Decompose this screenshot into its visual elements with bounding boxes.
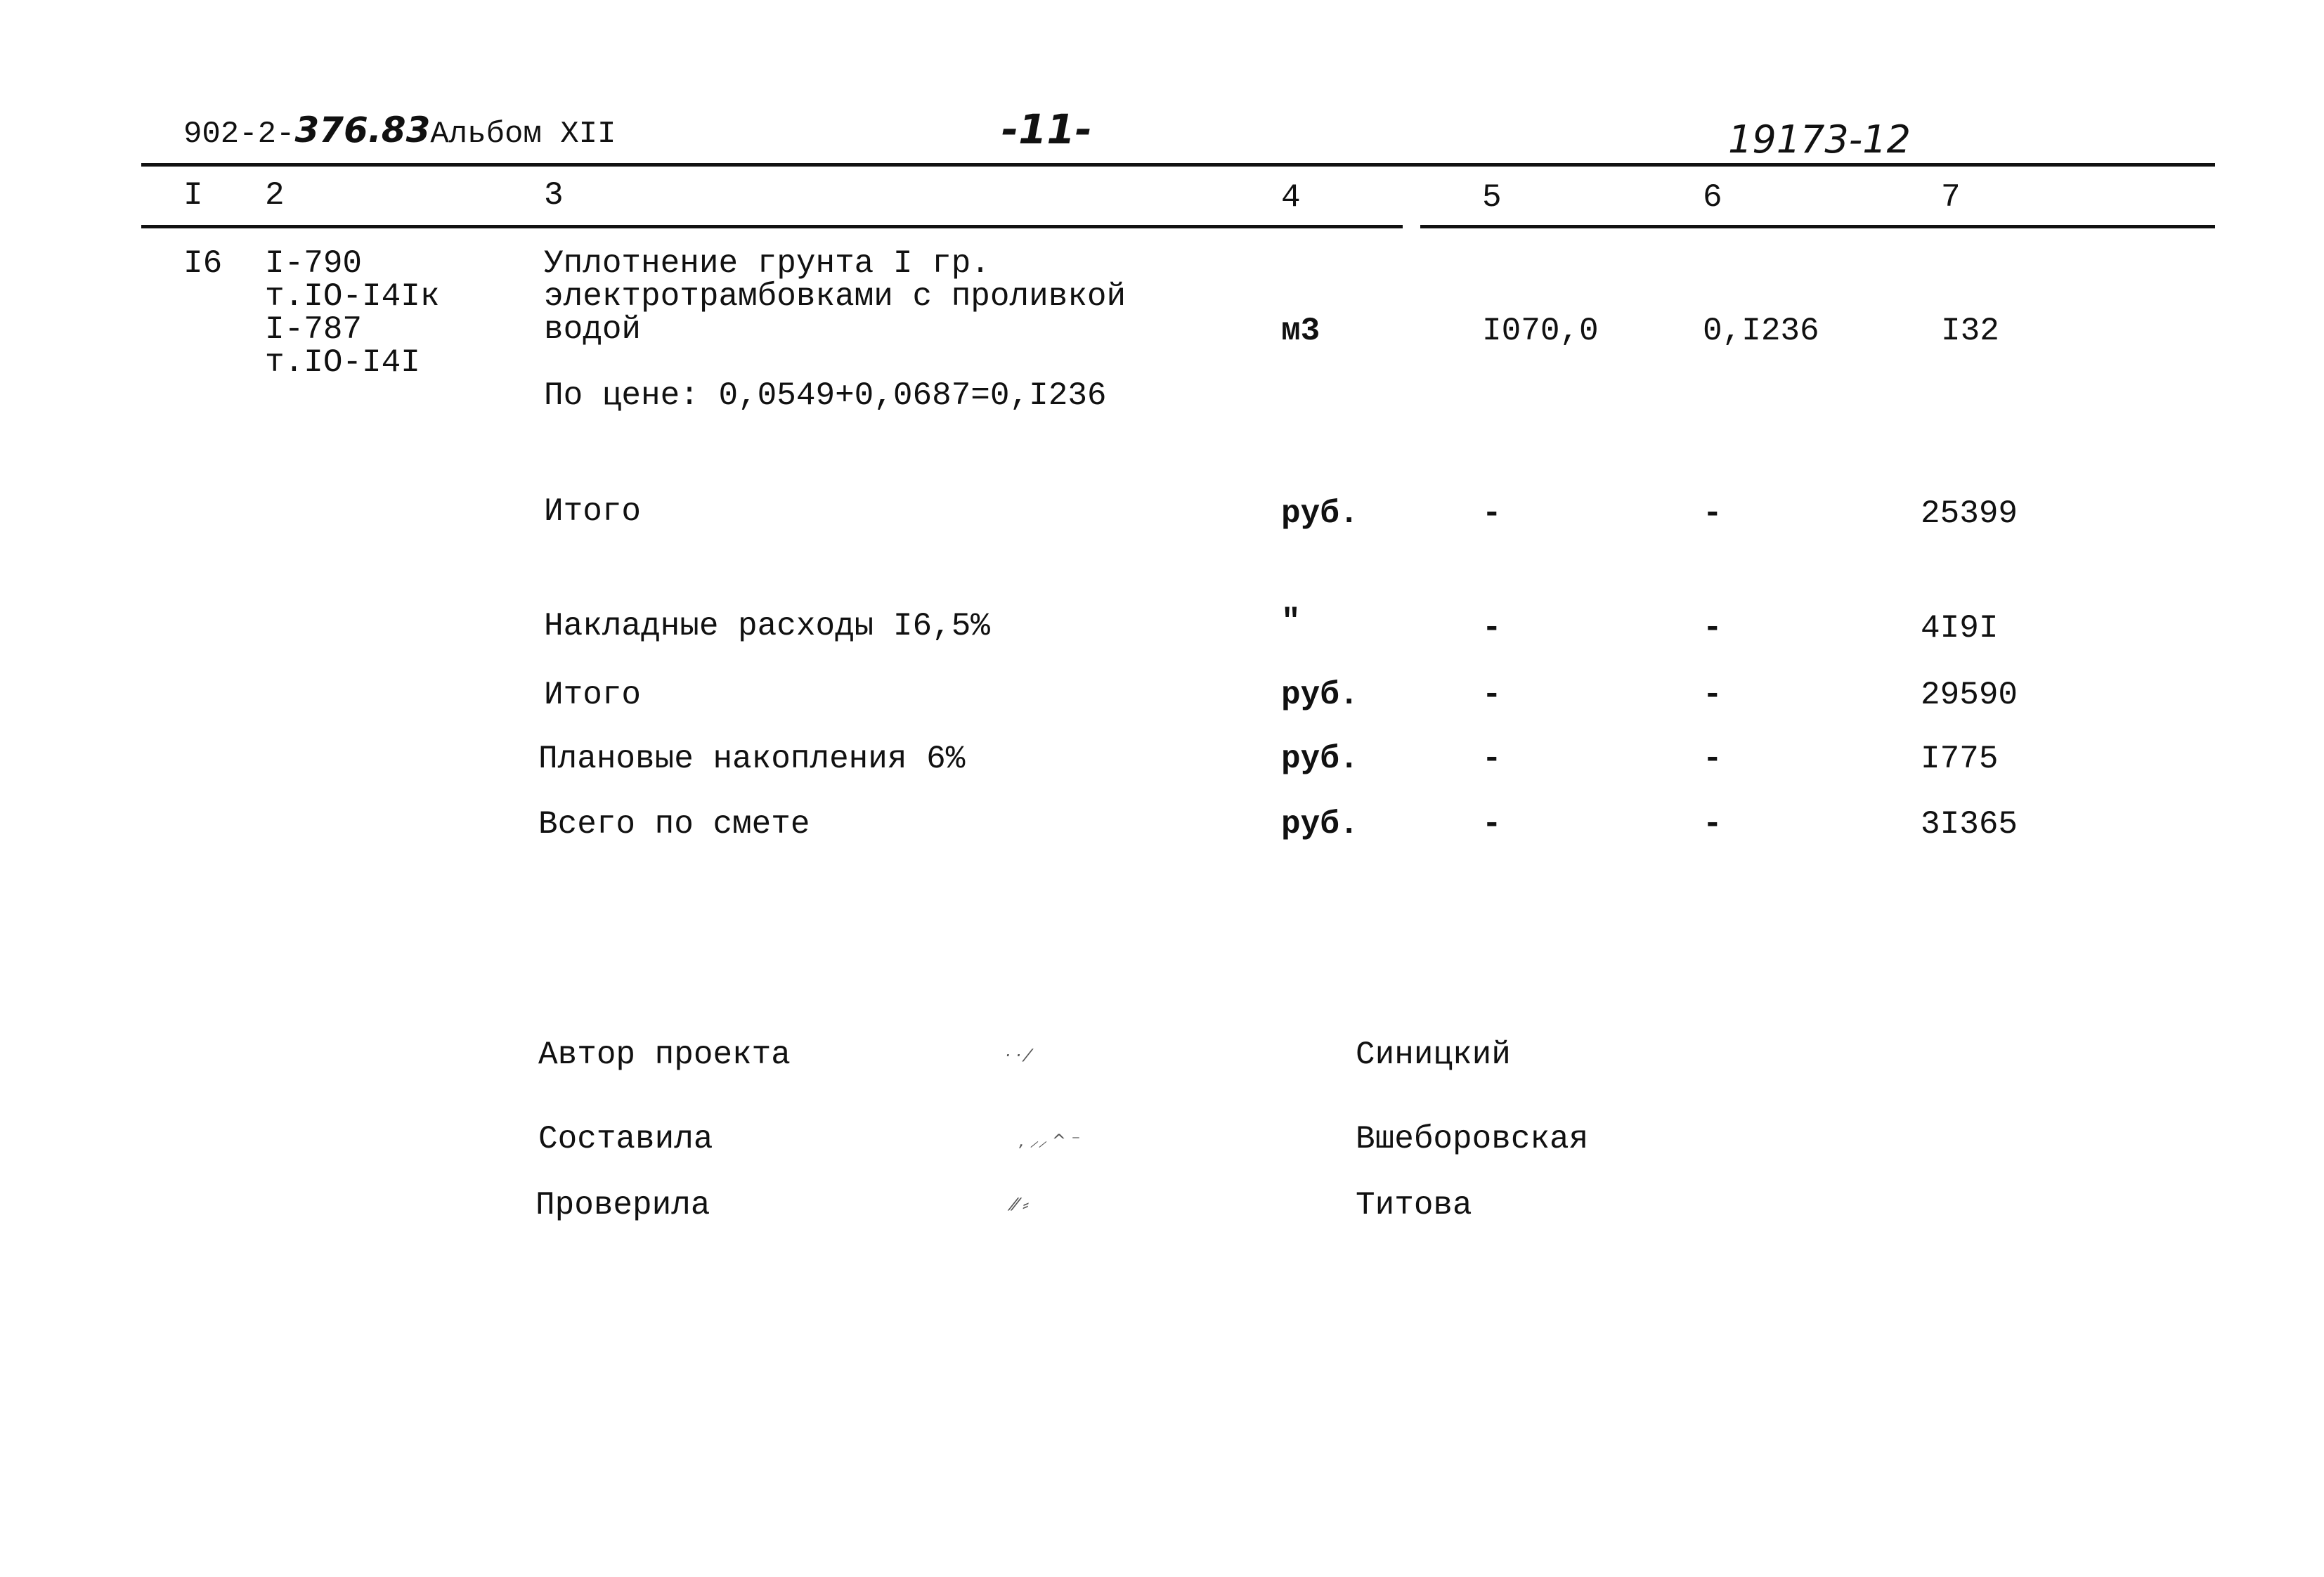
ref: т.IO-I4I <box>265 344 420 381</box>
column-header-6: 6 <box>1703 179 1722 216</box>
header-rule <box>141 163 2215 167</box>
item-description <box>544 247 1126 346</box>
signature-role: Проверила <box>535 1187 710 1224</box>
ref: I-790 <box>265 245 363 282</box>
summary-total: I775 <box>1921 741 1999 777</box>
summary-total: 3I365 <box>1921 806 2018 843</box>
summary-unit: руб. <box>1281 741 1359 777</box>
doc-code-prefix: 902-2- <box>183 117 295 152</box>
page-number: -11- <box>1001 105 1092 153</box>
summary-label: Накладные расходы I6,5% <box>544 608 990 644</box>
summary-unit: руб. <box>1281 806 1359 843</box>
summary-col6: - <box>1703 741 1722 777</box>
signature-mark: , ⸝⸝ ^ ⁻ <box>1019 1131 1081 1150</box>
column-header-2: 2 <box>265 177 285 214</box>
signature-role: Составила <box>538 1121 713 1157</box>
signature-name: Титова <box>1356 1187 1472 1224</box>
column-rule-left <box>141 225 1403 228</box>
summary-col6: - <box>1703 806 1722 843</box>
summary-label: Всего по смете <box>538 806 810 843</box>
ref: I-787 <box>265 311 363 348</box>
signature-role: Автор проекта <box>538 1037 791 1073</box>
summary-col6: - <box>1703 677 1722 713</box>
item-total: I32 <box>1941 313 1999 349</box>
description-line: Уплотнение грунта I гр. <box>544 245 990 282</box>
item-unit-price: 0,I236 <box>1703 313 1819 349</box>
inventory-number: 19173-12 <box>1728 117 1911 162</box>
item-quantity: I070,0 <box>1482 313 1599 349</box>
summary-total: 29590 <box>1921 677 2018 713</box>
summary-label: Плановые накопления 6% <box>538 741 966 777</box>
description-line: электротрамбовками с проливкой <box>544 278 1127 315</box>
item-number: I6 <box>183 245 223 282</box>
signature-name: Синицкий <box>1356 1037 1511 1073</box>
description-line: водой <box>544 311 642 348</box>
doc-code-handwritten: 376.83 <box>294 110 431 150</box>
column-header-5: 5 <box>1482 179 1502 216</box>
summary-col5: - <box>1482 806 1502 843</box>
signature-name: Вшеборовская <box>1356 1121 1589 1157</box>
item-unit: м3 <box>1281 313 1320 349</box>
album-label: Альбом XII <box>430 117 616 152</box>
summary-unit: руб. <box>1281 677 1359 713</box>
column-header-4: 4 <box>1281 179 1301 216</box>
column-header-1: I <box>183 177 203 214</box>
column-header-3: 3 <box>544 177 564 214</box>
document-code <box>183 112 616 150</box>
item-refs <box>265 247 439 379</box>
summary-label: Итого <box>544 493 642 530</box>
summary-unit: руб. <box>1281 495 1359 532</box>
summary-unit: " <box>1281 604 1301 640</box>
column-rule-right <box>1420 225 2215 228</box>
summary-col6: - <box>1703 610 1722 647</box>
ref: т.IO-I4Iк <box>265 278 440 315</box>
signature-mark: ⁄⁄ ⸗ <box>1012 1195 1029 1214</box>
summary-col5: - <box>1482 741 1502 777</box>
signature-mark: · · ⁄ <box>1005 1046 1030 1065</box>
summary-col5: - <box>1482 677 1502 713</box>
summary-col5: - <box>1482 610 1502 647</box>
summary-label: Итого <box>544 677 642 713</box>
price-note: По цене: 0,0549+0,0687=0,I236 <box>544 377 1107 414</box>
column-header-7: 7 <box>1941 179 1961 216</box>
summary-col6: - <box>1703 495 1722 532</box>
summary-total: 25399 <box>1921 495 2018 532</box>
summary-col5: - <box>1482 495 1502 532</box>
summary-total: 4I9I <box>1921 610 1999 647</box>
